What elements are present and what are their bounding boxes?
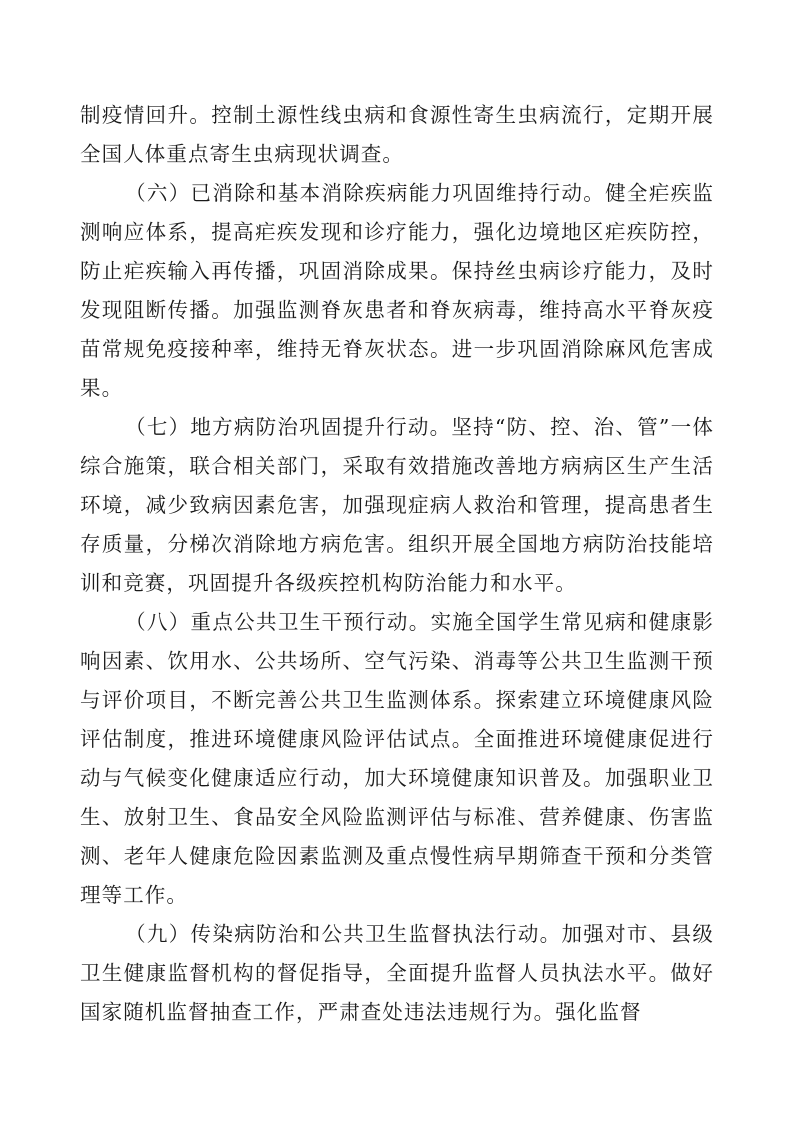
paragraph-section-9: （九）传染病防治和公共卫生监督执法行动。加强对市、县级卫生健康监督机构的督促指导，全面提升监督人员执法水平。做好国家随机监督抽查工作，严肃查处违法违规行为。强化监督	[80, 922, 714, 1024]
paragraph-section-7: （七）地方病防治巩固提升行动。坚持“防、控、治、管”一体综合施策，联合相关部门，采取有效措施改善地方病病区生产生活环境，减少致病因素危害，加强现症病人救治和管理，提高患者生存质量，分梯次消除地方病危害。组织开展全国地方病防治技能培训和竞赛，巩固提升各级疾控机构防治能力和水平。	[80, 415, 714, 595]
paragraph-section-8: （八）重点公共卫生干预行动。实施全国学生常见病和健康影响因素、饮用水、公共场所、空气污染、消毒等公共卫生监测干预与评价项目，不断完善公共卫生监测体系。探索建立环境健康风险评估制度，推进环境健康风险评估试点。全面推进环境健康促进行动与气候变化健康适应行动，加大环境健康知识普及。加强职业卫生、放射卫生、食品安全风险监测评估与标准、营养健康、伤害监测、老年人健康危险因素监测及重点慢性病早期筛查干预和分类管理等工作。	[80, 610, 714, 907]
document-body	[80, 96, 714, 1032]
paragraph-section-6: （六）已消除和基本消除疾病能力巩固维持行动。健全疟疾监测响应体系，提高疟疾发现和诊疗能力，强化边境地区疟疾防控，防止疟疾输入再传播，巩固消除成果。保持丝虫病诊疗能力，及时发现阻断传播。加强监测脊灰患者和脊灰病毒，维持高水平脊灰疫苗常规免疫接种率，维持无脊灰状态。进一步巩固消除麻风危害成果。	[80, 181, 714, 400]
paragraph-continuation: 制疫情回升。控制土源性线虫病和食源性寄生虫病流行，定期开展全国人体重点寄生虫病现状调查。	[80, 103, 714, 166]
